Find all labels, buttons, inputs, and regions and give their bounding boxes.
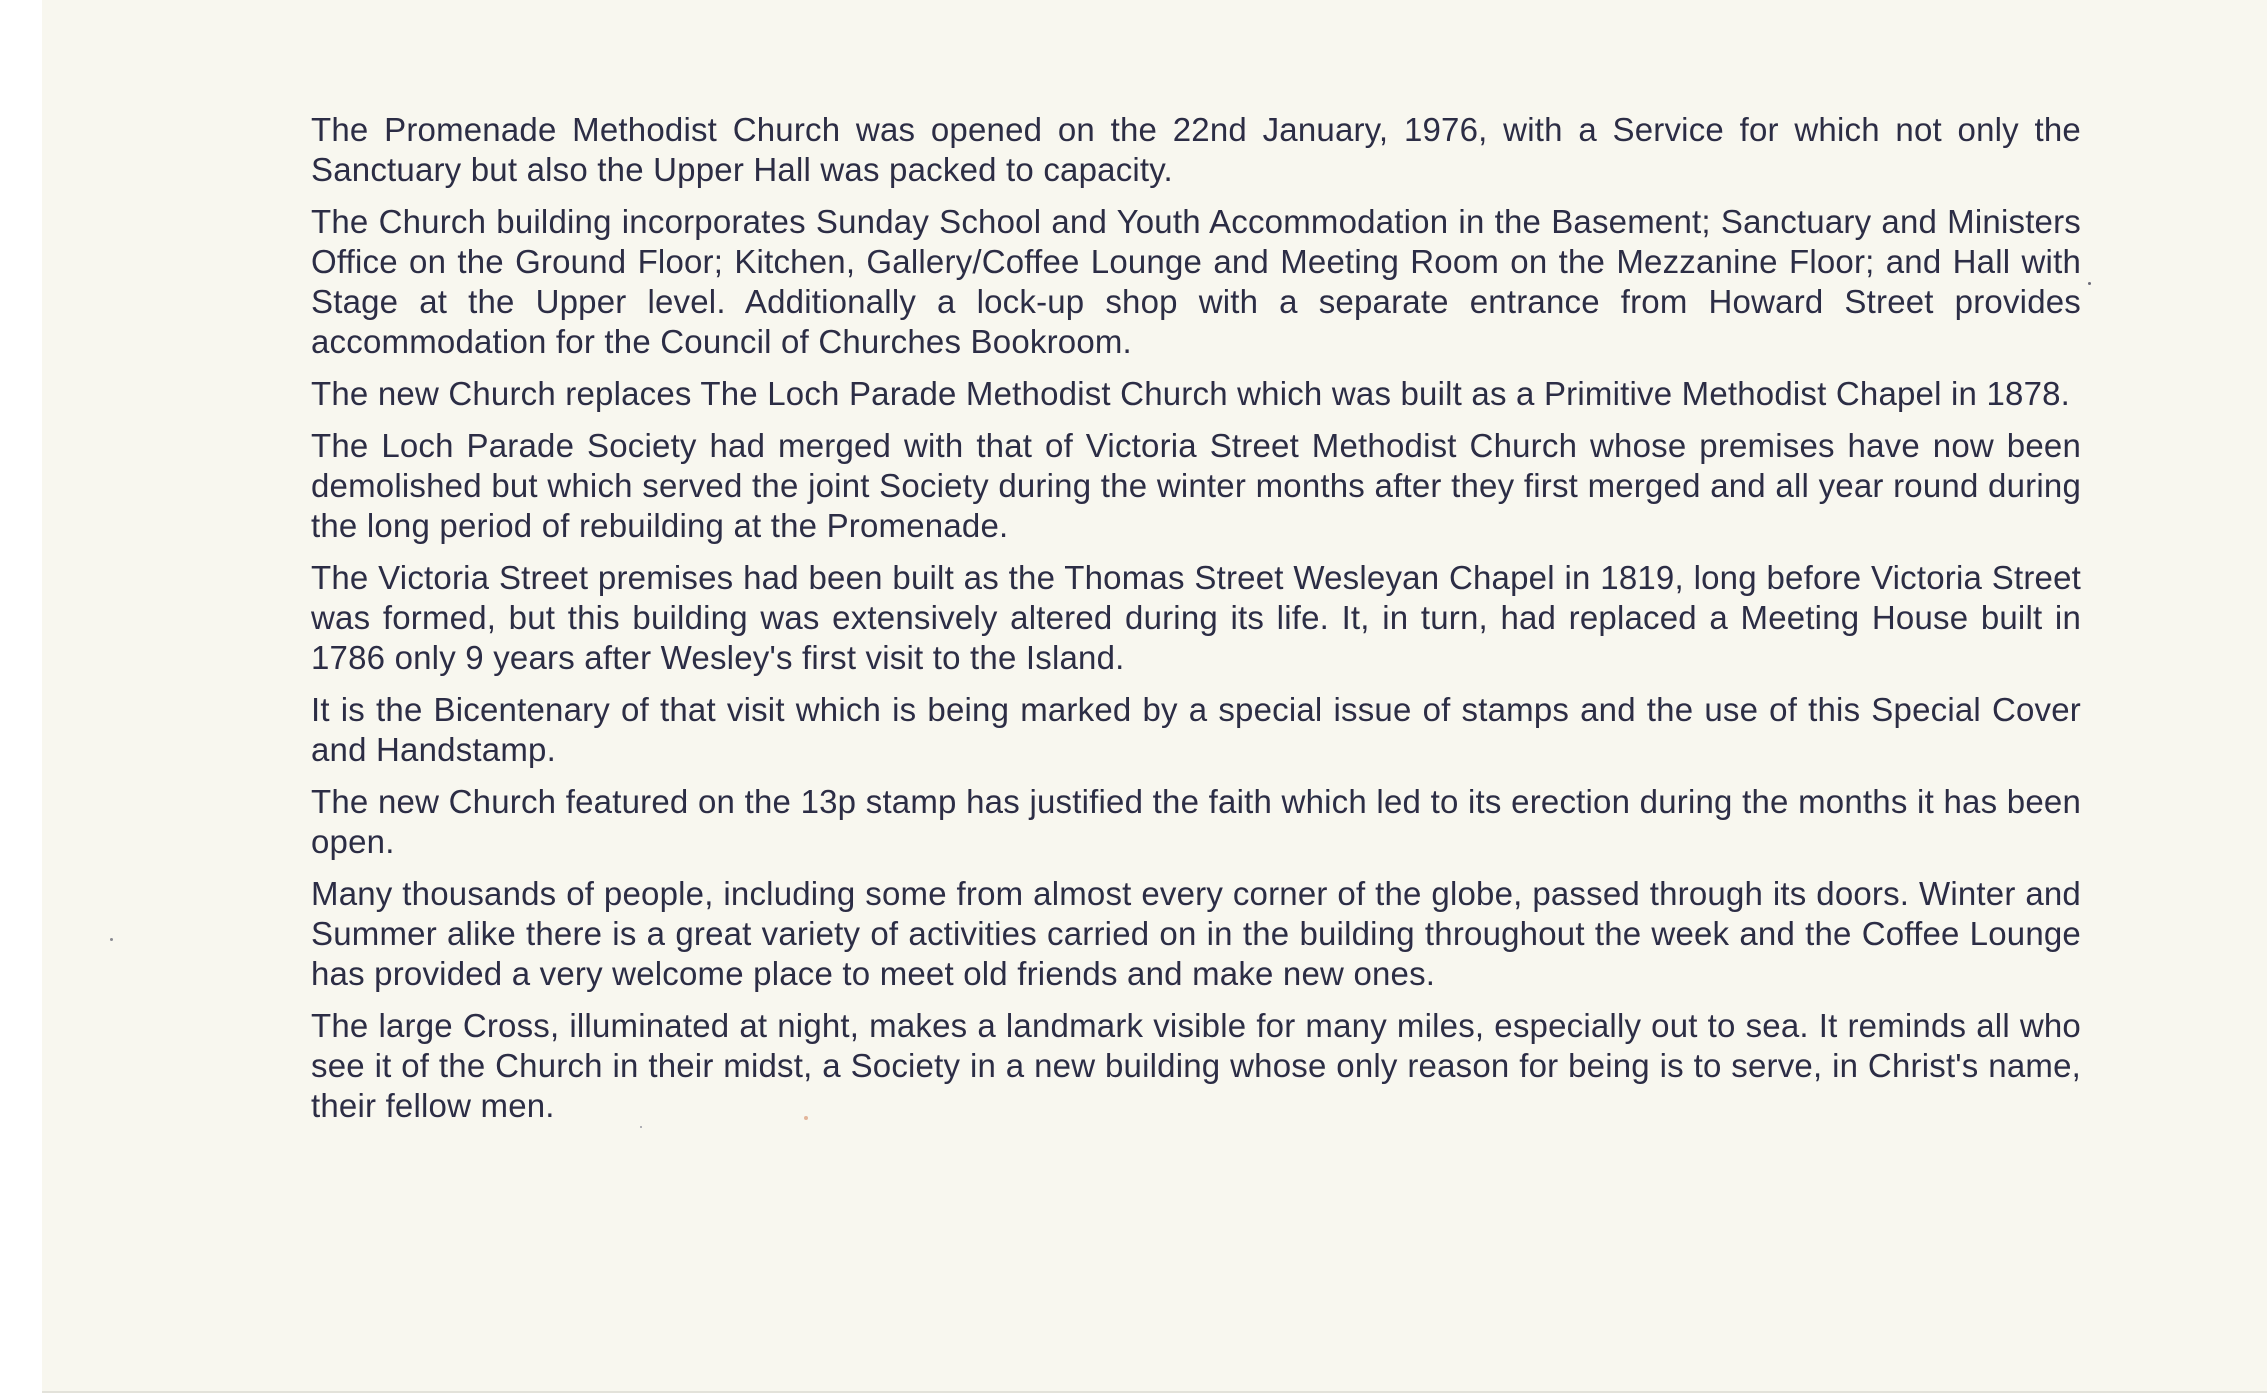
paragraph-stamp: The new Church featured on the 13p stamp has justified the faith which led to its erection during the months it has been open. [311, 783, 2081, 860]
paragraph-building: The Church building incorporates Sunday School and Youth Accommodation in the Basement; Sanctuary and Ministers Office on the Ground Floor; Kitchen, Gallery/Coffee Lounge and Meeting Room on the Mezzanine Floor; and Hall with Stage at the Upper level. Additionally a lock-up shop with a separate entrance from Howard Street provides accommodation for the Council of Churches Bookroom. [311, 203, 2081, 360]
paper-speck [110, 938, 113, 941]
paper-speck [2088, 282, 2091, 285]
document-body [311, 110, 2081, 1138]
paragraph-victoria-street: The Victoria Street premises had been built as the Thomas Street Wesleyan Chapel in 1819, long before Victoria Street was formed, but this building was extensively altered during its life. It, in turn, had replaced a Meeting House built in 1786 only 9 years after Wesley's first visit to the Island. [311, 559, 2081, 676]
paragraph-opening: The Promenade Methodist Church was opened on the 22nd January, 1976, with a Service for which not only the Sanctuary but also the Upper Hall was packed to capacity. [311, 111, 2081, 188]
paragraph-society-merge: The Loch Parade Society had merged with that of Victoria Street Methodist Church whose premises have now been demolished but which served the joint Society during the winter months after they first merged and all year round during the long period of rebuilding at the Promenade. [311, 427, 2081, 544]
paragraph-cross: The large Cross, illuminated at night, makes a landmark visible for many miles, especially out to sea. It reminds all who see it of the Church in their midst, a Society in a new building whose only reason for being is to serve, in Christ's name, their fellow men. [311, 1007, 2081, 1124]
paragraph-visitors: Many thousands of people, including some from almost every corner of the globe, passed through its doors. Winter and Summer alike there is a great variety of activities carried on in the building throughout the week and the Coffee Lounge has provided a very welcome place to meet old friends and make new ones. [311, 875, 2081, 992]
paragraph-loch-parade: The new Church replaces The Loch Parade Methodist Church which was built as a Primitive Methodist Chapel in 1878. [311, 375, 2071, 412]
paragraph-bicentenary: It is the Bicentenary of that visit which is being marked by a special issue of stamps and the use of this Special Cover and Handstamp. [311, 691, 2081, 768]
scan-left-margin [0, 0, 42, 1396]
